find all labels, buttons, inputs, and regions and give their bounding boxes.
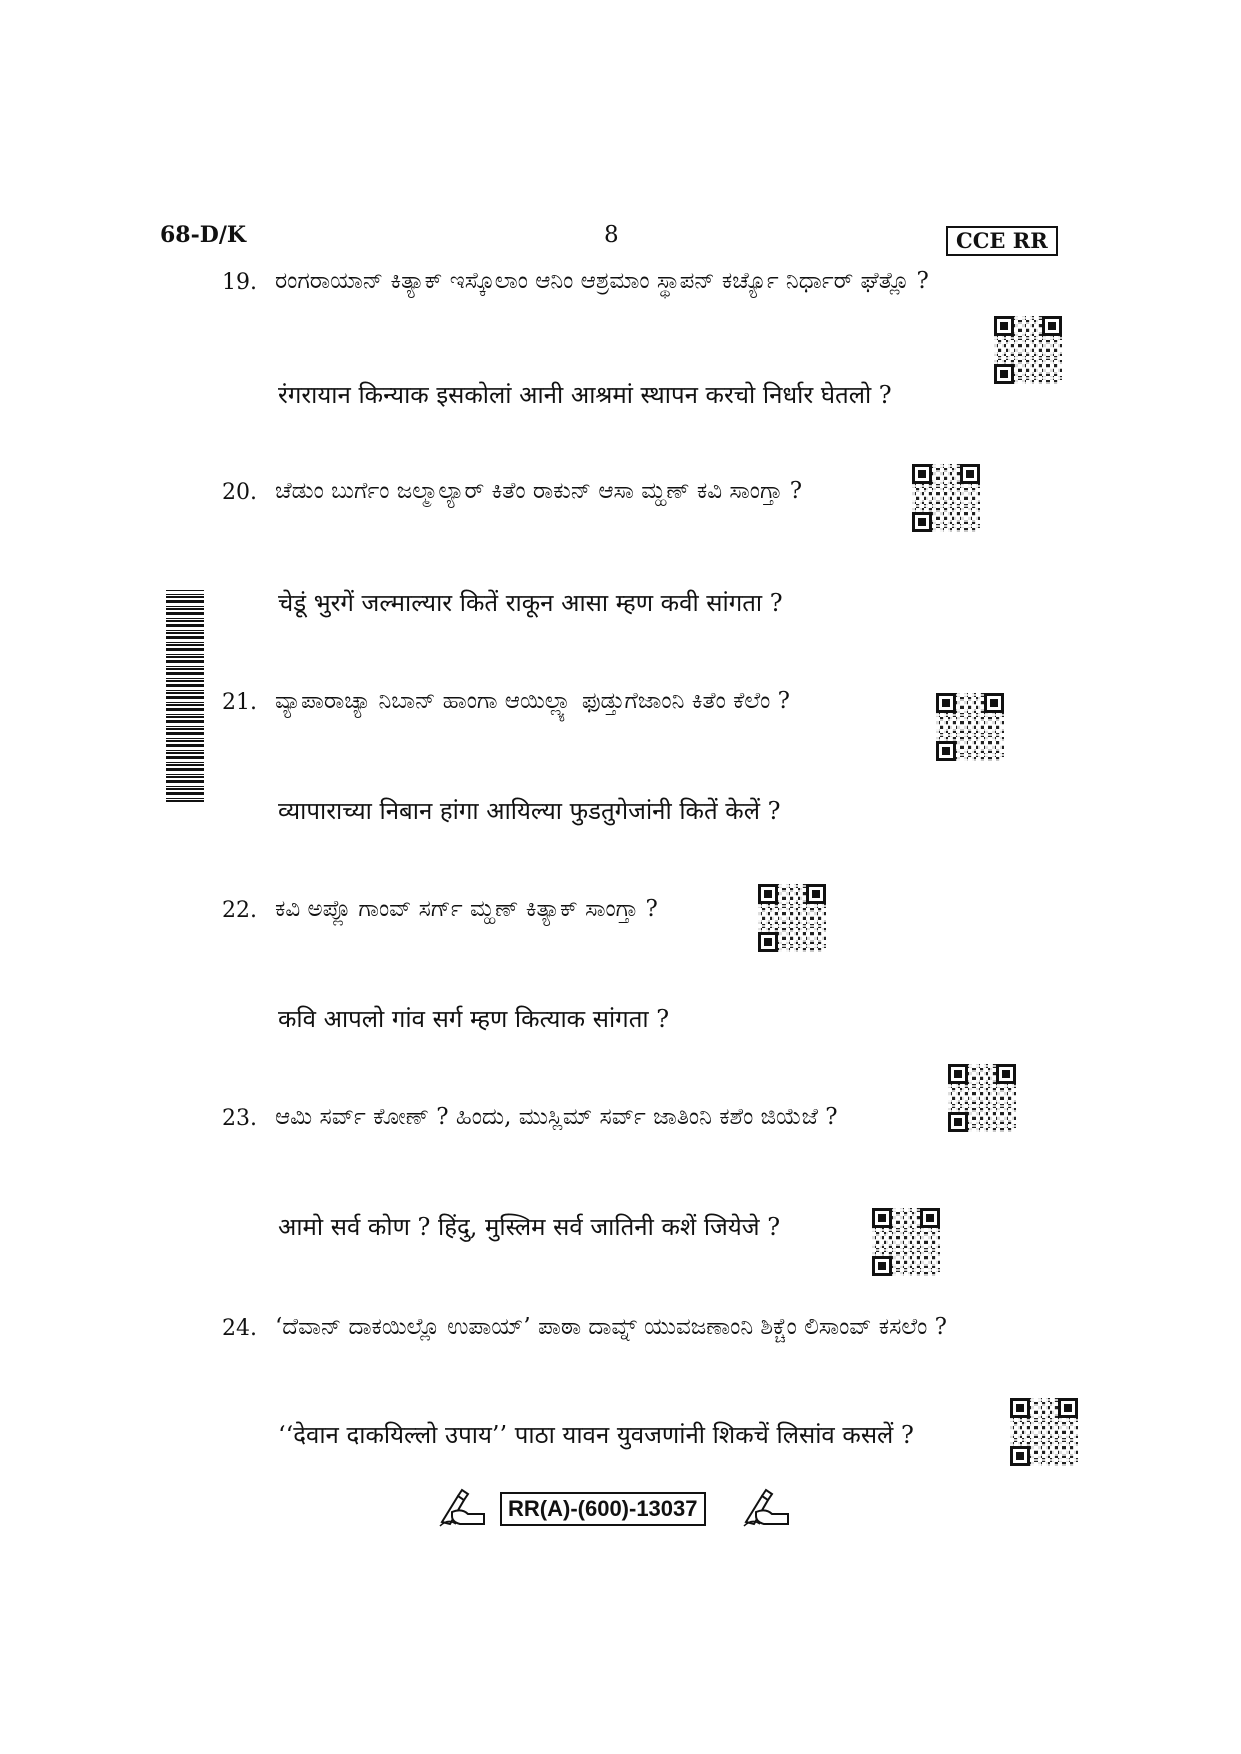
hand-writing-icon xyxy=(438,1488,490,1528)
hand-writing-icon xyxy=(742,1488,794,1528)
exam-board-badge: CCE RR xyxy=(946,226,1058,256)
question-number: 23. xyxy=(222,1106,257,1131)
qr-code-icon[interactable] xyxy=(758,884,826,952)
question-devanagari: व्यापाराच्या निबान हांगा आयिल्या फुडतुगेजांनी कितें केलें ? xyxy=(278,797,781,825)
question-number: 21. xyxy=(222,690,257,715)
question-number: 19. xyxy=(222,270,257,295)
question-number: 24. xyxy=(222,1316,257,1341)
barcode-icon xyxy=(166,590,204,802)
qr-code-icon[interactable] xyxy=(1010,1398,1078,1466)
question-kannada: ಆಮಿ ಸರ್ವ್ ಕೋಣ್ ? ಹಿಂದು, ಮುಸ್ಲಿಮ್ ಸರ್ವ್ ಜಾತಿಂನಿ ಕಶೆಂ ಜಿಯೆಜೆ ? xyxy=(275,1104,838,1130)
qr-code-icon[interactable] xyxy=(912,464,980,532)
question-devanagari: कवि आपलो गांव सर्ग म्हण कित्याक सांगता ? xyxy=(278,1005,670,1033)
question-number: 22. xyxy=(222,898,257,923)
qr-code-icon[interactable] xyxy=(936,693,1004,761)
question-kannada: ‘ದೆವಾನ್ ದಾಕಯಿಲ್ಲೊ ಉಪಾಯ್’ ಪಾಠಾ ದಾವ್ನ್ ಯುವಜಣಾಂನಿ ಶಿಕ್ಚೆಂ ಲಿಸಾಂವ್ ಕಸಲೆಂ ? xyxy=(275,1314,948,1340)
question-devanagari: रंगरायान किन्याक इसकोलां आनी आश्रमां स्थापन करचो निर्धार घेतलो ? xyxy=(278,381,892,409)
question-devanagari: ‘‘देवान दाकयिल्लो उपाय’’ पाठा यावन युवजणांनी शिकचें लिसांव कसलें ? xyxy=(278,1421,914,1449)
question-number: 20. xyxy=(222,480,257,505)
paper-serial-code: RR(A)-(600)-13037 xyxy=(500,1492,706,1526)
question-kannada: ವ್ಯಾಪಾರಾಚ್ಯಾ ನಿಬಾನ್ ಹಾಂಗಾ ಆಯಿಲ್ಲ್ಯಾ ಫುಡ್ತುಗೆಜಾಂನಿ ಕಿತೆಂ ಕೆಲೆಂ ? xyxy=(275,688,790,714)
question-devanagari: आमो सर्व कोण ? हिंदु, मुस्लिम सर्व जातिनी कशें जियेजे ? xyxy=(278,1213,781,1241)
question-kannada: ಕವಿ ಅಪ್ಲೊ ಗಾಂವ್ ಸರ್ಗ್ ಮ್ಹಣ್ ಕಿತ್ಯಾಕ್ ಸಾಂಗ್ತಾ ? xyxy=(275,896,658,922)
question-kannada: ಚೆಡುಂ ಬುರ್ಗೆಂ ಜಲ್ಮಾಲ್ಯಾರ್ ಕಿತೆಂ ರಾಕುನ್ ಆಸಾ ಮ್ಹಣ್ ಕವಿ ಸಾಂಗ್ತಾ ? xyxy=(275,478,803,504)
question-devanagari: चेडूं भुरगें जल्माल्यार कितें राकून आसा म्हण कवी सांगता ? xyxy=(278,589,783,617)
paper-code: 68-D/K xyxy=(160,222,246,248)
question-kannada: ರಂಗರಾಯಾನ್ ಕಿತ್ಯಾಕ್ ಇಸ್ಕೊಲಾಂ ಆನಿಂ ಆಶ್ರಮಾಂ ಸ್ಥಾಪನ್ ಕರ್ಚ್ಯೊ ನಿರ್ಧಾರ್ ಘೆತ್ಲೊ ? xyxy=(275,268,929,294)
qr-code-icon[interactable] xyxy=(994,316,1062,384)
qr-code-icon[interactable] xyxy=(872,1208,940,1276)
page-number: 8 xyxy=(604,222,619,248)
qr-code-icon[interactable] xyxy=(948,1064,1016,1132)
